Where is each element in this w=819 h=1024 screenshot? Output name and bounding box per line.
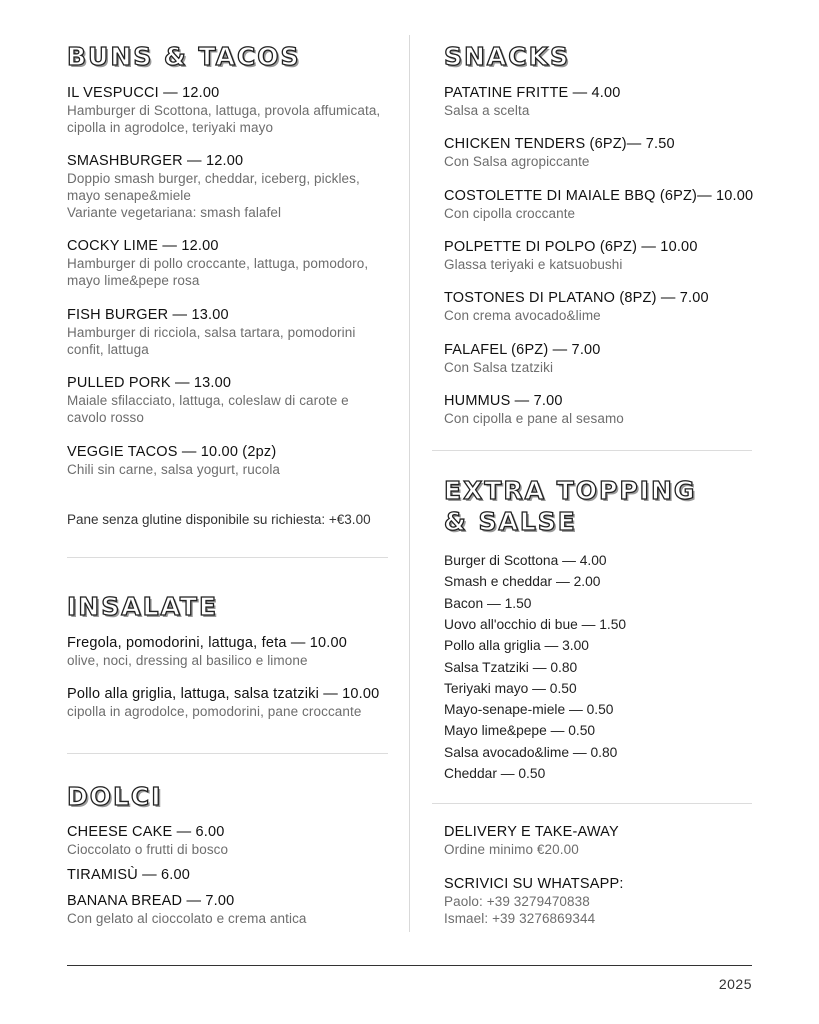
footer-rule [67,965,752,966]
menu-item-description: cipolla in agrodolce, pomodorini, pane croccante [67,704,362,719]
menu-item [444,136,675,170]
menu-item [444,85,621,119]
menu-item-name: IL VESPUCCI — 12.00 [67,85,220,101]
menu-item-name: CHICKEN TENDERS (6PZ)— 7.50 [444,136,675,152]
menu-item-description: Con crema avocado&lime [444,308,601,323]
menu-item [67,153,360,221]
menu-item-description: Ismael: +39 3276869344 [444,911,596,926]
menu-item-description: Con gelato al cioccolato e crema antica [67,911,307,926]
menu-item-name: Fregola, pomodorini, lattuga, feta — 10.00 [67,635,348,651]
menu-item-name: HUMMUS — 7.00 [444,393,563,409]
menu-item-description: cavolo rosso [67,410,144,425]
menu-item-description: Chili sin carne, salsa yogurt, rucola [67,462,281,477]
extra-topping-item: Smash e cheddar — 2.00 [444,574,601,590]
extra-topping-item: Mayo-senape-miele — 0.50 [444,702,614,718]
menu-item-name: COSTOLETTE DI MAIALE BBQ (6PZ)— 10.00 [444,188,754,204]
extra-topping-item: Cheddar — 0.50 [444,766,546,781]
snacks-title: SNACKS [444,42,571,71]
menu-item-description: Con Salsa agropiccante [444,154,590,169]
menu-item-description: Con cipolla e pane al sesamo [444,411,624,426]
menu-item-name: DELIVERY E TAKE-AWAY [444,824,619,840]
menu-item [444,290,709,324]
menu-item-description: Cioccolato o frutti di bosco [67,842,229,857]
menu-item [444,342,601,376]
menu-item-description: Ordine minimo €20.00 [444,842,579,857]
menu-item-name: BANANA BREAD — 7.00 [67,893,235,909]
menu-item-description: Paolo: +39 3279470838 [444,894,590,909]
menu-item [67,238,368,289]
menu-item-description: Salsa a scelta [444,103,530,118]
menu-item-name: CHEESE CAKE — 6.00 [67,824,225,840]
menu-item [67,635,347,669]
menu-item-name: FISH BURGER — 13.00 [67,307,229,323]
menu-item-description: olive, noci, dressing al basilico e limone [67,653,308,668]
menu-item-description: mayo senape&miele [67,188,192,203]
menu-item [67,444,280,478]
extra-topping-item: Teriyaki mayo — 0.50 [444,680,577,696]
buns-tacos-title: BUNS & TACOS [67,42,301,71]
menu-item [67,824,228,858]
menu-item-description: Con Salsa tzatziki [444,360,554,375]
menu-item-name: TOSTONES DI PLATANO (8PZ) — 7.00 [444,290,709,306]
section-divider [432,803,752,804]
dolci-title: DOLCI [67,782,163,811]
gluten-free-note: Pane senza glutine disponibile su richiesta: +€3.00 [67,512,371,527]
menu-item [444,239,698,273]
menu-item-name: FALAFEL (6PZ) — 7.00 [444,342,601,358]
menu-item [67,85,380,136]
menu-item [67,867,190,884]
menu-item-description: Glassa teriyaki e katsuobushi [444,257,623,272]
extra-topping-item: Bacon — 1.50 [444,595,532,611]
extra-topping-item: Salsa Tzatziki — 0.80 [444,659,578,675]
menu-item-name: SCRIVICI SU WHATSAPP: [444,876,624,892]
menu-item-description: Hamburger di ricciola, salsa tartara, pomodorini [67,325,356,340]
menu-item-description: Maiale sfilacciato, lattuga, coleslaw di carote e [67,393,349,408]
menu-item [444,876,624,927]
menu-item-name: COCKY LIME — 12.00 [67,238,219,254]
menu-item-name: VEGGIE TACOS — 10.00 (2pz) [67,444,277,460]
extra-topping-item: Burger di Scottona — 4.00 [444,553,607,568]
menu-item-description: Hamburger di Scottona, lattuga, provola affumicata, [67,103,381,118]
menu-item-description: mayo lime&pepe rosa [67,273,200,288]
section-divider [67,753,388,754]
extra-topping-item: Pollo alla griglia — 3.00 [444,638,589,654]
menu-item [444,188,753,222]
menu-item [444,393,624,427]
menu-item-description: Doppio smash burger, cheddar, iceberg, pickles, [67,171,360,186]
section-divider [67,557,388,558]
menu-item-description: confit, lattuga [67,342,149,357]
menu-item-description: Variante vegetariana: smash falafel [67,205,282,220]
column-divider [409,35,410,932]
menu-item-name: SMASHBURGER — 12.00 [67,153,244,169]
menu-item-name: PULLED PORK — 13.00 [67,375,232,391]
menu-item [444,824,619,858]
menu-item [67,893,307,927]
section-divider [432,450,752,451]
extra-topping-item: Mayo lime&pepe — 0.50 [444,723,596,739]
menu-item-name: TIRAMISÙ — 6.00 [67,867,191,883]
menu-item-description: Con cipolla croccante [444,206,576,221]
extra-title-line1: EXTRA TOPPING [444,476,697,505]
menu-item-name: Pollo alla griglia, lattuga, salsa tzatziki — 10.00 [67,686,380,702]
extra-topping-item: Uovo all'occhio di bue — 1.50 [444,616,627,632]
menu-item [67,375,349,426]
menu-item-name: POLPETTE DI POLPO (6PZ) — 10.00 [444,239,698,255]
footer-year: 2025 [718,976,752,992]
extra-topping-item: Salsa avocado&lime — 0.80 [444,744,618,760]
menu-item-description: cipolla in agrodolce, teriyaki mayo [67,120,274,135]
menu-item-description: Hamburger di pollo croccante, lattuga, pomodoro, [67,256,369,271]
insalate-title: INSALATE [67,592,219,621]
extra-title-line2: & SALSE [444,507,577,536]
menu-item [67,686,379,720]
menu-item [67,307,355,358]
menu-item-name: PATATINE FRITTE — 4.00 [444,85,621,101]
